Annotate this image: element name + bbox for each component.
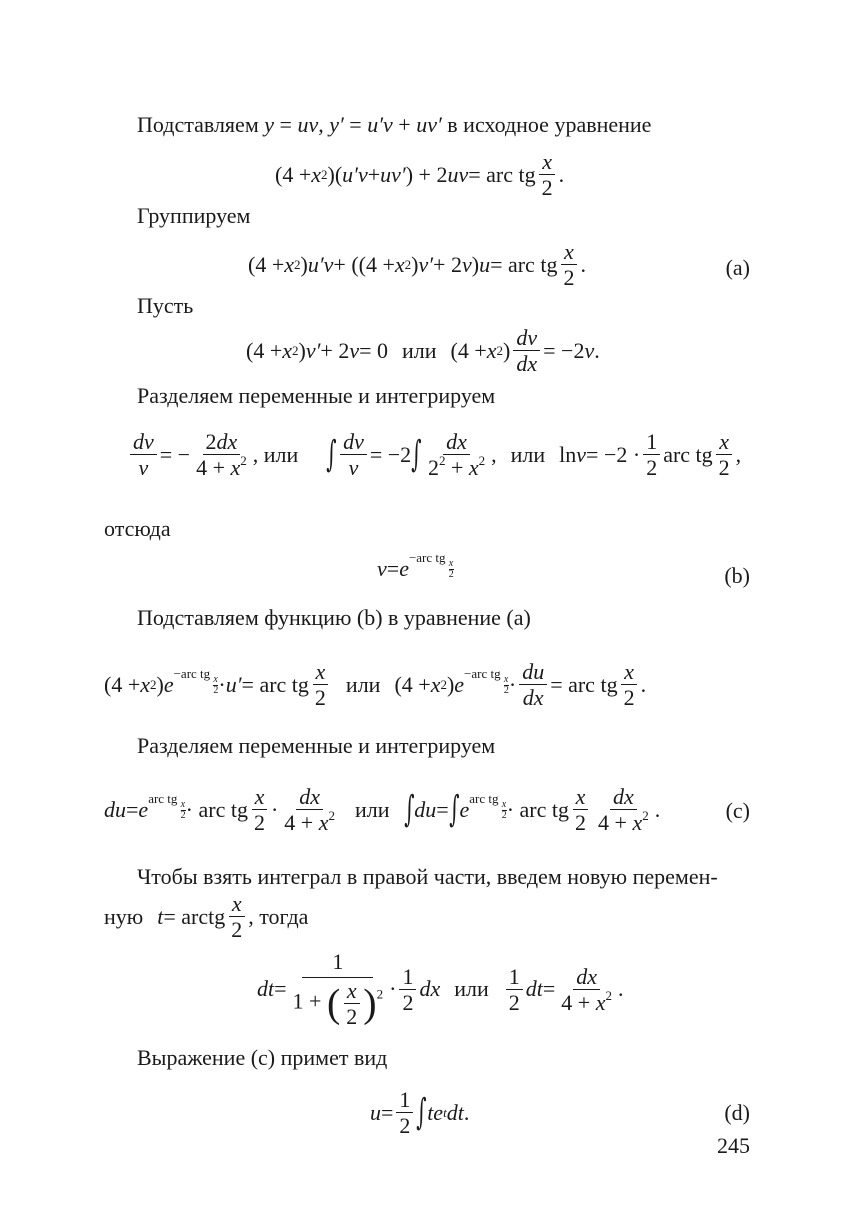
text-or-comma: , или <box>252 441 299 467</box>
text-hence: отсюда <box>104 516 171 541</box>
equation-1: (4 + x 2 )( u′v + uv′ ) + 2 uv = arc tg $\frac{x}{2}$ . <box>275 149 565 201</box>
equation-integration-1: $\frac{dv}{v}$ = − $\frac{2dx}{4 + x^2}$ , или ∫ $\frac{dv}{v}$ = −2 ∫ $\frac{dx}{2^2 + x^2}$ , или ln v = −2 · $\frac{1}{2}$ arc tg $\frac{x}{2}$ , <box>127 430 741 479</box>
equation-let: (4 + x 2 ) v′ + 2 v = 0 или (4 + x 2 ) $\frac{dv}{dx}$ = −2 v . <box>246 325 600 377</box>
paragraph-substitute: Подставляем y = uv, y′ = u′v + uv′ в исходное уравнение <box>137 112 652 137</box>
text-or-1: или <box>402 337 437 363</box>
equation-a: (4 + x 2 ) u′v + ((4 + x 2 ) v′ + 2 v ) u = arc tg $\frac{x}{2}$ . <box>248 239 586 291</box>
equation-label-d: (d) <box>724 1100 750 1125</box>
text-separate-2: Разделяем переменные и интегрируем <box>137 733 496 758</box>
equation-substitute: (4 + x 2 ) e −arc tg $\frac{x}{2}$ · u′ = arc tg $\frac{x}{2}$ или (4 + x 2 ) e −arc tg $\frac{x}{2}$ · $\frac{du}{dx}$ = arc tg $\frac{x}{2}$ . <box>104 659 647 711</box>
page-number: 245 <box>717 1133 750 1158</box>
text-or-2: или <box>510 441 546 467</box>
text-expression-c: Выражение (c) примет вид <box>137 1045 388 1070</box>
equation-dt: dt = 1 1 + ( $\frac{x}{2}$ )$^2$ · $\frac{1}{2}$ dx или $\frac{1}{2}$ dt = $\frac{dx}{4 + x^2}$ . <box>257 949 624 1030</box>
text-new-variable-1: Чтобы взять интеграл в правой части, введем новую перемен- <box>137 864 718 889</box>
text-or-5: или <box>454 976 489 1002</box>
text-substitute-function: Подставляем функцию (b) в уравнение (a) <box>137 605 531 630</box>
text-new-variable-2a: ную <box>104 903 144 929</box>
text-group: Группируем <box>137 203 251 228</box>
text-substitute: Подставляем <box>137 112 259 137</box>
equation-d: u = $\frac{1}{2}$ ∫ te t dt . <box>370 1087 470 1139</box>
equation-b: v = e −arc tg $\frac{x}{2}$ <box>377 550 454 581</box>
text-or-3: или <box>345 671 381 697</box>
text-new-variable-2b: , тогда <box>248 903 309 929</box>
text-separate-1: Разделяем переменные и интегрируем <box>137 383 496 408</box>
equation-label-c: (c) <box>725 798 750 823</box>
equation-c: du = e arc tg $\frac{x}{2}$ · arc tg $\frac{x}{2}$ · $\frac{dx}{4 + x^2}$ или ∫ du = ∫ e arc tg $\frac{x}{2}$ · arc tg $\frac{x}{2}$ $\frac{dx}{4 + x^2}$ . <box>104 784 661 836</box>
equation-label-b: (b) <box>724 563 750 588</box>
text-let: Пусть <box>137 293 194 318</box>
text-new-variable-2: ную t = arctg $\frac{x}{2}$ , тогда <box>104 891 309 943</box>
text-substitute-tail: в исходное уравнение <box>447 112 652 137</box>
text-or-4: или <box>354 796 390 822</box>
equation-label-a: (a) <box>725 255 750 280</box>
